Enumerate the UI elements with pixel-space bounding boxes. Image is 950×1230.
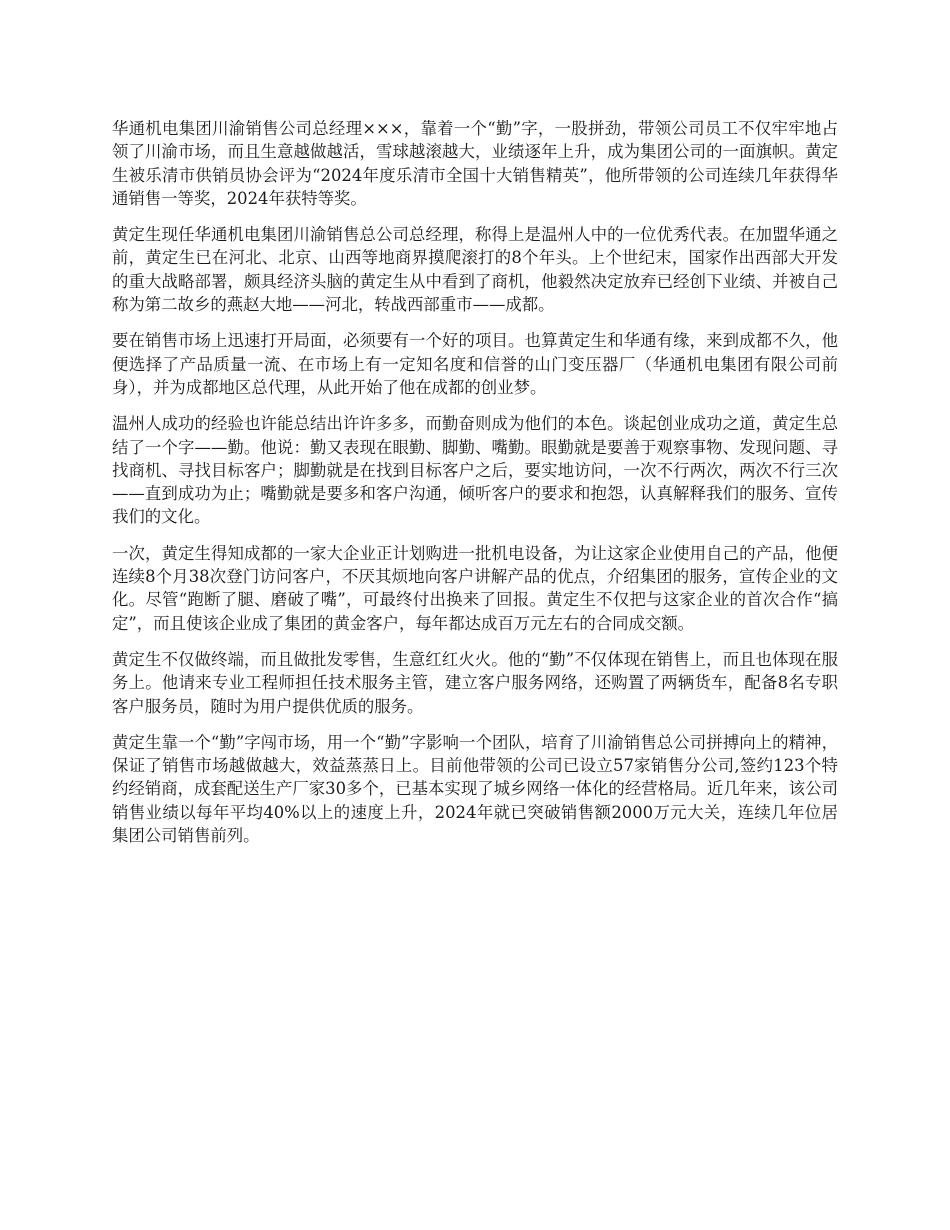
- paragraph-2: 黄定生现任华通机电集团川渝销售总公司总经理，称得上是温州人中的一位优秀代表。在加盟华通之前，黄定生已在河北、北京、山西等地商界摸爬滚打的8个年头。上个世纪末，国家作出西部大开发的重大战略部署，颇具经济头脑的黄定生从中看到了商机，他毅然决定放弃已经创下业绩、并被自己称为第二故乡的燕赵大地——河北，转战西部重市——成都。: [112, 225, 838, 315]
- paragraph-7: 黄定生靠一个“勤”字闯市场，用一个“勤”字影响一个团队，培育了川渝销售总公司拼搏向上的精神，保证了销售市场越做越大，效益蒸蒸日上。目前他带领的公司已设立57家销售分公司,签约123个特约经销商，成套配送生产厂家30多个，已基本实现了城乡网络一体化的经营格局。近几年来，该公司销售业绩以每年平均40%以上的速度上升，2024年就已突破销售额2000万元大关，连续几年位居集团公司销售前列。: [112, 732, 838, 846]
- paragraph-4: 温州人成功的经验也许能总结出许许多多，而勤奋则成为他们的本色。谈起创业成功之道，黄定生总结了一个字——勤。他说：勤又表现在眼勤、脚勤、嘴勤。眼勤就是要善于观察事物、发现问题、寻找商机、寻找目标客户；脚勤就是在找到目标客户之后，要实地访问，一次不行两次，两次不行三次——直到成功为止；嘴勤就是要多和客户沟通，倾听客户的要求和抱怨，认真解释我们的服务、宣传我们的文化。: [112, 414, 838, 527]
- paragraph-6: 黄定生不仅做终端，而且做批发零售，生意红红火火。他的“勤”不仅体现在销售上，而且也体现在服务上。他请来专业工程师担任技术服务主管，建立客户服务网络，还购置了两辆货车，配备8名专职客户服务员，随时为用户提供优质的服务。: [112, 649, 838, 716]
- paragraph-5: 一次，黄定生得知成都的一家大企业正计划购进一批机电设备，为让这家企业使用自己的产品，他便连续8个月38次登门访问客户，不厌其烦地向客户讲解产品的优点，介绍集团的服务，宣传企业的文化。尽管“跑断了腿、磨破了嘴”，可最终付出换来了回报。黄定生不仅把与这家企业的首次合作“搞定”，而且使该企业成了集团的黄金客户，每年都达成百万元左右的合同成交额。: [112, 543, 838, 633]
- paragraph-3: 要在销售市场上迅速打开局面，必须要有一个好的项目。也算黄定生和华通有缘，来到成都不久，他便选择了产品质量一流、在市场上有一定知名度和信誉的山门变压器厂（华通机电集团有限公司前身），并为成都地区总代理，从此开始了他在成都的创业梦。: [112, 331, 838, 397]
- document-body: [112, 117, 838, 860]
- paragraph-1: 华通机电集团川渝销售公司总经理×××，靠着一个“勤”字，一股拼劲，带领公司员工不仅牢牢地占领了川渝市场，而且生意越做越活，雪球越滚越大，业绩逐年上升，成为集团公司的一面旗帜。黄定生被乐清市供销员协会评为“2024年度乐清市全国十大销售精英”，他所带领的公司连续几年获得华通销售一等奖，2024年获特等奖。: [112, 119, 838, 208]
